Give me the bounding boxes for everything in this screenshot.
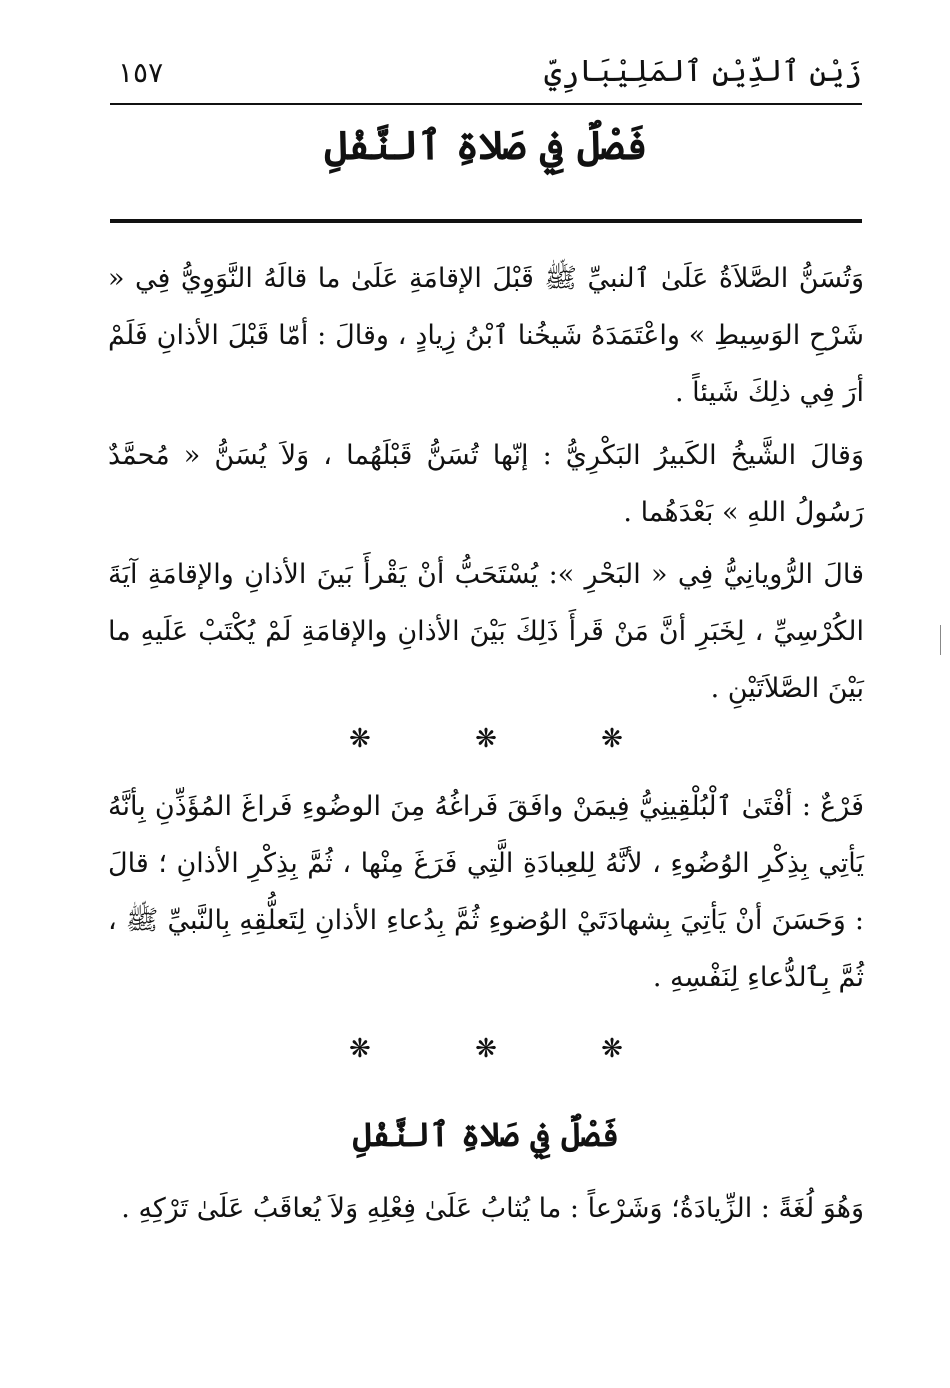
section-separator <box>110 724 862 754</box>
star-ornament-icon: ❋ <box>475 1034 497 1064</box>
section-separator <box>110 1034 862 1064</box>
paragraph-far-bulqini: فَرْعٌ : أفْتَىٰ ٱلْبُلْقِينِيُّ فِيمَنْ وافَقَ فَراغُهُ مِنَ الوضُوءِ فَراغَ المُؤَذِّنِ بِأنَّهُ يَأتِي بِذِكْرِ الوُضُوءِ ، لأنَّهُ لِلعِبادَةِ الَّتِي فَرَغَ مِنْها ، ثُمَّ بِذِكْرِ الأذانِ ؛ قالَ : وَحَسَنَ أنْ يَأتِيَ بِشهادَتَيْ الوُضوءِ ثُمَّ بِدُعاءِ الأذانِ لِتَعلُّقِهِ بِالنَّبيِّ ﷺ ، ثُمَّ بِٱلدُّعاءِ لِنَفْسِهِ . <box>108 791 864 993</box>
paragraph-ayat-alkursi: قالَ الرُّويانِيُّ فِي « البَحْرِ »: يُسْتَحَبُّ أنْ يَقْرأَ بَينَ الأذانِ والإقامَةِ آيَةَ الكُرْسِيِّ ، لِخَبَرِ أنَّ مَنْ قَرأَ ذَلِكَ بَيْنَ الأذانِ والإقامَةِ لَمْ يُكْتَبْ عَلَيهِ ما بَيْنَ الصَّلاَتَيْنِ . <box>108 559 864 704</box>
running-header <box>110 52 862 96</box>
margin-mark <box>940 625 944 655</box>
page-number: ١٥٧ <box>118 56 164 89</box>
star-ornament-icon: ❋ <box>601 724 623 754</box>
star-ornament-icon: ❋ <box>475 724 497 754</box>
header-rule <box>110 103 862 105</box>
paragraph-salat-before-iqama: وَتُسَنُّ الصَّلاَةُ عَلَىٰ ٱلنبيِّ ﷺ قَبْلَ الإقامَةِ عَلَىٰ ما قالَهُ النَّوَوِيُّ فِي « شَرْحِ الوَسِيطِ » واعْتَمَدَهُ شَيخُنا ٱبْنُ زِيادٍ ، وقالَ : أمّا قَبْلَ الأذانِ فَلَمْ أرَ فِي ذلِكَ شَيئاً . <box>108 263 864 408</box>
star-ornament-icon: ❋ <box>349 1034 371 1064</box>
title-rule <box>110 219 862 223</box>
paragraph-nafl-definition: وَهُوَ لُغَةً : الزِّيادَةُ؛ وَشَرْعاً : ما يُثابُ عَلَىٰ فِعْلِهِ وَلاَ يُعاقَبُ عَلَىٰ تَرْكِهِ . <box>121 1193 864 1224</box>
section-title: فَصْلٌ فِي صَلاةِ ٱلنَّفْلِ <box>352 1115 620 1154</box>
paragraph-bakri-opinion: وَقالَ الشَّيخُ الكَبيرُ البَكْرِيُّ : إنّها تُسَنُّ قَبْلَهُما ، وَلاَ يُسَنُّ « مُحمَّدٌ رَسُولُ اللهِ » بَعْدَهُما . <box>108 440 864 528</box>
star-ornament-icon: ❋ <box>349 724 371 754</box>
chapter-title: فَصْلٌ فِي صَلاةِ ٱلنَّفْلِ <box>324 122 648 169</box>
star-ornament-icon: ❋ <box>601 1034 623 1064</box>
running-title: زَيْن ٱلدِّيْنِ ٱلمَلِيْبَارِيّ <box>544 54 862 89</box>
